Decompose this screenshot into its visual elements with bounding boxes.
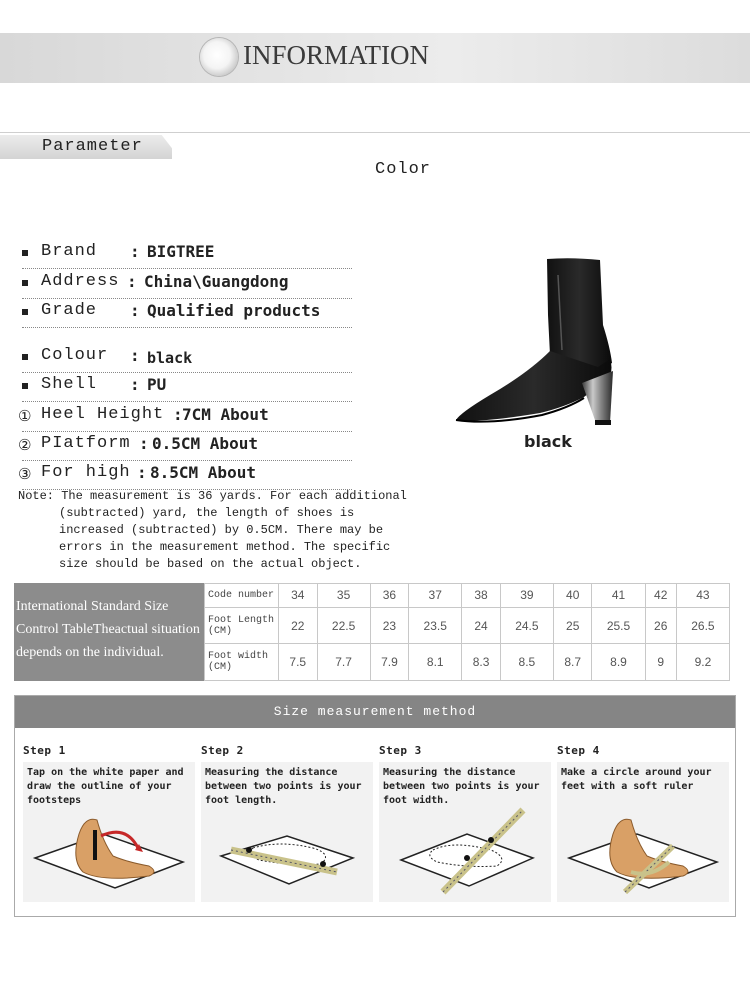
table-cell: 24.5 [500, 607, 553, 644]
color-caption: black [524, 432, 572, 451]
param-sep: : [130, 301, 140, 320]
param-label: Address [41, 272, 120, 291]
table-cell: 34 [279, 584, 318, 608]
measurement-header: Size measurement method [15, 696, 735, 728]
page-title: INFORMATION [243, 40, 430, 70]
table-cell: 25.5 [592, 607, 645, 644]
table-cell: 40 [553, 584, 592, 608]
step-title: Step 3 [379, 744, 422, 757]
circled-three-icon: ③ [18, 465, 32, 483]
param-label: PIatform [41, 434, 131, 453]
measurement-method-panel [14, 695, 736, 917]
table-cell: 26.5 [676, 607, 729, 644]
color-heading: Color [375, 160, 432, 179]
step-text: Measuring the distance between two points is your foot length. [205, 767, 362, 806]
param-row-platform [18, 434, 352, 461]
param-label: Shell [41, 375, 98, 394]
bullet-square-icon [22, 250, 28, 256]
size-table [14, 583, 730, 681]
foot-width-ruler-icon [387, 806, 543, 896]
foot-outline-icon [31, 806, 187, 896]
bullet-square-icon [22, 383, 28, 389]
table-cell: 8.3 [462, 644, 501, 681]
table-cell: 23 [370, 607, 409, 644]
row-header: Foot Length (CM) [205, 607, 279, 644]
param-label: Colour [41, 346, 109, 365]
table-row [205, 644, 730, 681]
param-value: Qualified products [147, 301, 321, 320]
param-value: 7CM About [182, 405, 269, 424]
table-cell: 8.9 [592, 644, 645, 681]
table-cell: 9.2 [676, 644, 729, 681]
table-cell: 26 [645, 607, 676, 644]
table-cell: 7.7 [317, 644, 370, 681]
table-cell: 43 [676, 584, 729, 608]
header-circle-icon [200, 38, 238, 76]
table-cell: 39 [500, 584, 553, 608]
step-title: Step 2 [201, 744, 244, 757]
row-header: Foot width (CM) [205, 644, 279, 681]
measurement-note [18, 488, 418, 573]
note-prefix: Note: [18, 489, 55, 503]
table-cell: 37 [409, 584, 462, 608]
soft-ruler-foot-icon [565, 806, 721, 896]
param-row-address [22, 272, 352, 299]
table-cell: 8.1 [409, 644, 462, 681]
table-cell: 25 [553, 607, 592, 644]
param-label: Grade [41, 301, 98, 320]
param-sep: : [130, 375, 140, 394]
param-value: PU [147, 375, 167, 394]
step-panel [23, 762, 195, 902]
param-label: Heel Height [41, 405, 165, 424]
step-panel [557, 762, 729, 902]
param-row-grade [22, 301, 352, 328]
param-sep: : [137, 463, 147, 482]
table-cell: 24 [462, 607, 501, 644]
step-text: Measuring the distance between two points is your foot width. [383, 767, 540, 806]
table-cell: 22 [279, 607, 318, 644]
param-label: Brand [41, 242, 98, 261]
black-ankle-boot-image [450, 255, 630, 430]
param-row-colour [22, 346, 352, 373]
step-panel [201, 762, 373, 902]
param-row-shell [22, 375, 352, 402]
step-text: Make a circle around your feet with a soft ruler [561, 767, 712, 792]
param-sep: : [127, 272, 137, 291]
step-title: Step 1 [23, 744, 66, 757]
size-grid [204, 583, 730, 681]
step-text: Tap on the white paper and draw the outline of your footsteps [27, 767, 184, 806]
table-cell: 22.5 [317, 607, 370, 644]
table-cell: 9 [645, 644, 676, 681]
param-label: For high [41, 463, 131, 482]
param-row-heel-height [18, 405, 352, 432]
param-value: black [147, 349, 193, 367]
table-cell: 8.5 [500, 644, 553, 681]
table-cell: 23.5 [409, 607, 462, 644]
table-cell: 7.9 [370, 644, 409, 681]
table-cell: 42 [645, 584, 676, 608]
table-cell: 41 [592, 584, 645, 608]
size-table-intro: International Standard Size Control TableTheactual situation depends on the individual. [14, 583, 204, 681]
foot-length-ruler-icon [209, 806, 365, 896]
step-title: Step 4 [557, 744, 600, 757]
bullet-square-icon [22, 280, 28, 286]
table-cell: 36 [370, 584, 409, 608]
table-row [205, 584, 730, 608]
param-row-for-high [18, 463, 352, 490]
param-sep: : [173, 405, 183, 424]
table-cell: 35 [317, 584, 370, 608]
table-cell: 8.7 [553, 644, 592, 681]
param-value: BIGTREE [147, 242, 215, 261]
param-value: 8.5CM About [150, 463, 256, 482]
table-cell: 38 [462, 584, 501, 608]
note-first-line: The measurement is 36 yards. For each additional [61, 489, 407, 503]
param-sep: : [130, 242, 140, 261]
table-row [205, 607, 730, 644]
note-body: (subtracted) yard, the length of shoes is increased (subtracted) by 0.5CM. There may be errors in the measurement method. The specific size should be based on the actual object. [59, 506, 391, 571]
table-cell: 7.5 [279, 644, 318, 681]
section-divider [0, 132, 750, 133]
param-value: 0.5CM About [152, 434, 258, 453]
param-value: China\Guangdong [144, 272, 289, 291]
parameter-tab-label: Parameter [42, 137, 143, 156]
bullet-square-icon [22, 309, 28, 315]
step-panel [379, 762, 551, 902]
circled-two-icon: ② [18, 436, 32, 454]
row-header: Code number [205, 584, 279, 608]
param-sep: : [139, 434, 149, 453]
param-row-brand [22, 242, 352, 269]
bullet-square-icon [22, 354, 28, 360]
circled-one-icon: ① [18, 407, 32, 425]
param-sep: : [130, 346, 140, 365]
